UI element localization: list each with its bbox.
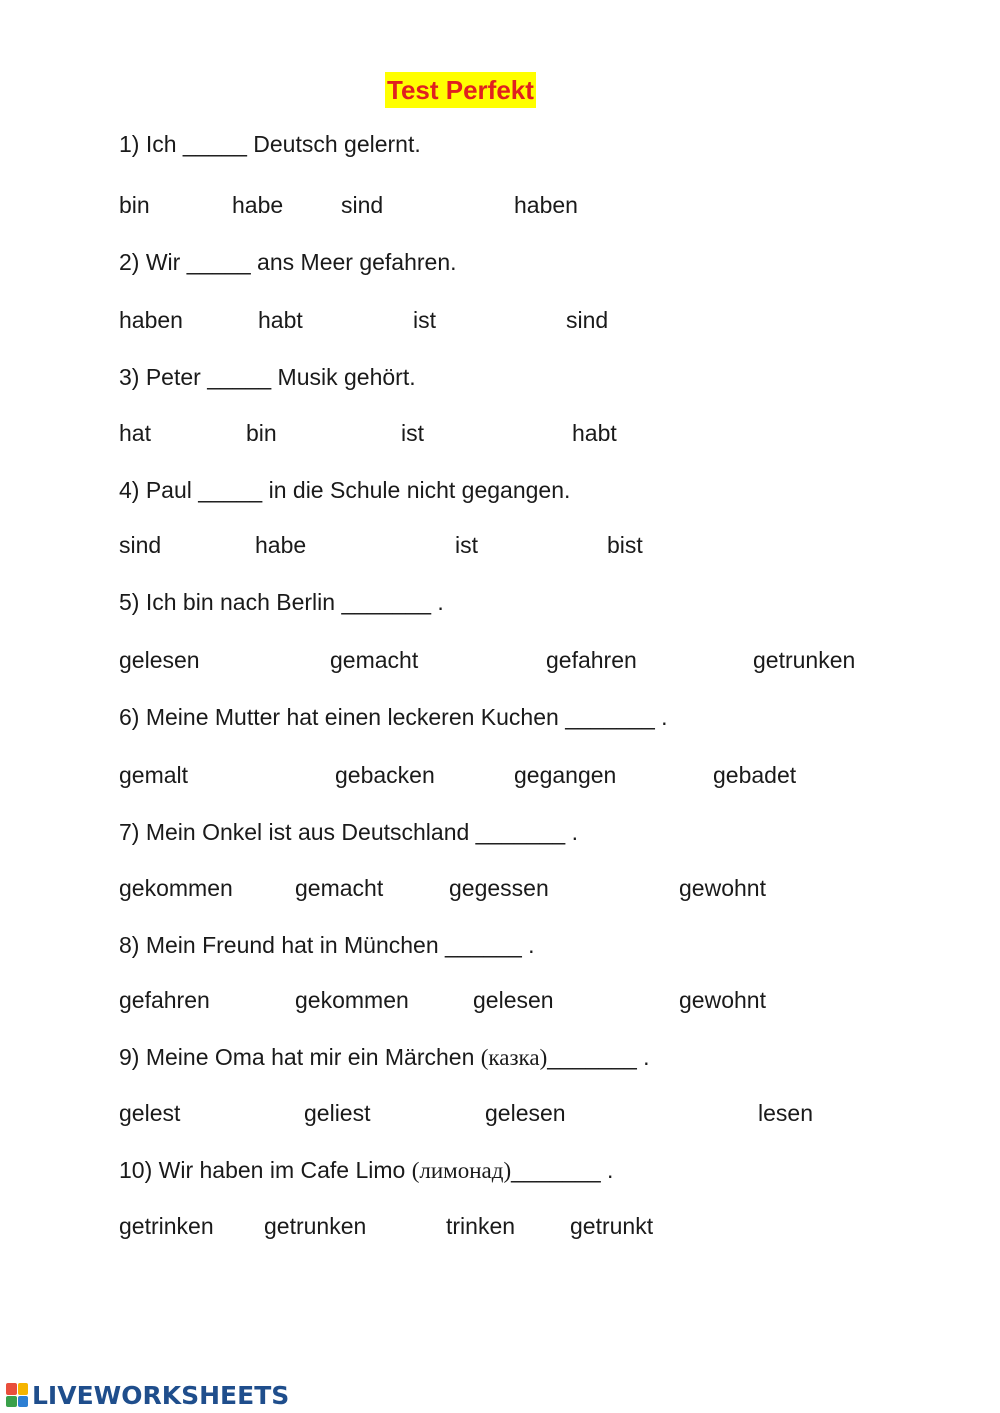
option[interactable]: sind	[341, 192, 384, 218]
question-2: 2) Wir _____ ans Meer gefahren.	[119, 249, 457, 275]
option[interactable]: habt	[572, 420, 617, 446]
option[interactable]: gelesen	[473, 987, 554, 1013]
option[interactable]: gebadet	[713, 762, 797, 788]
option[interactable]: gelesen	[119, 647, 200, 673]
question-10	[119, 1155, 613, 1186]
logo-square	[18, 1396, 29, 1408]
options-7	[0, 873, 1000, 903]
option[interactable]: gekommen	[295, 987, 409, 1013]
option[interactable]: gewohnt	[679, 987, 766, 1013]
option[interactable]: gefahren	[546, 647, 637, 673]
options-4	[0, 530, 1000, 560]
translation-hint: (лимонад)	[411, 1158, 512, 1183]
option[interactable]: gegessen	[449, 875, 549, 901]
option[interactable]: hat	[119, 420, 151, 446]
option[interactable]: getrunken	[753, 647, 856, 673]
option[interactable]: gegangen	[514, 762, 617, 788]
options-1	[0, 190, 1000, 220]
question-7: 7) Mein Onkel ist aus Deutschland _______ .	[119, 819, 578, 845]
options-9	[0, 1098, 1000, 1128]
option[interactable]: sind	[119, 532, 162, 558]
option[interactable]: ist	[413, 307, 436, 333]
question-blank: _______ .	[511, 1157, 614, 1183]
option[interactable]: habe	[255, 532, 307, 558]
options-2	[0, 305, 1000, 335]
option[interactable]: getrunken	[264, 1213, 367, 1239]
question-blank: _______ .	[547, 1044, 650, 1070]
option[interactable]: haben	[514, 192, 578, 218]
options-10	[0, 1211, 1000, 1241]
option[interactable]: getrunkt	[570, 1213, 654, 1239]
question-text: 9) Meine Oma hat mir ein Märchen	[119, 1044, 481, 1070]
worksheet-title: Test Perfekt	[385, 72, 536, 108]
option[interactable]: trinken	[446, 1213, 516, 1239]
logo-square	[18, 1383, 29, 1395]
question-1: 1) Ich _____ Deutsch gelernt.	[119, 131, 421, 157]
options-6	[0, 760, 1000, 790]
options-3	[0, 418, 1000, 448]
translation-hint: (казка)	[480, 1045, 548, 1070]
question-5: 5) Ich bin nach Berlin _______ .	[119, 589, 444, 615]
option[interactable]: gebacken	[335, 762, 435, 788]
logo-text: LIVEWORKSHEETS	[32, 1380, 290, 1410]
option[interactable]: ist	[455, 532, 478, 558]
option[interactable]: gelest	[119, 1100, 181, 1126]
option[interactable]: bin	[246, 420, 277, 446]
option[interactable]: gemacht	[295, 875, 384, 901]
logo-square	[6, 1383, 17, 1395]
question-6: 6) Meine Mutter hat einen leckeren Kuchen _______ .	[119, 704, 668, 730]
options-5	[0, 645, 1000, 675]
option[interactable]: gewohnt	[679, 875, 766, 901]
question-8: 8) Mein Freund hat in München ______ .	[119, 932, 535, 958]
option[interactable]: gelesen	[485, 1100, 566, 1126]
options-8	[0, 985, 1000, 1015]
liveworksheets-logo	[6, 1380, 289, 1410]
option[interactable]: bin	[119, 192, 150, 218]
option[interactable]: sind	[566, 307, 609, 333]
option[interactable]: gemalt	[119, 762, 189, 788]
question-3: 3) Peter _____ Musik gehört.	[119, 364, 416, 390]
option[interactable]: lesen	[758, 1100, 813, 1126]
option[interactable]: habt	[258, 307, 303, 333]
option[interactable]: getrinken	[119, 1213, 214, 1239]
option[interactable]: gefahren	[119, 987, 210, 1013]
question-4: 4) Paul _____ in die Schule nicht gegangen.	[119, 477, 571, 503]
logo-icon	[6, 1383, 28, 1407]
question-text: 10) Wir haben im Cafe Limo	[119, 1157, 412, 1183]
logo-square	[6, 1396, 17, 1408]
question-9	[119, 1042, 650, 1073]
option[interactable]: habe	[232, 192, 284, 218]
option[interactable]: ist	[401, 420, 424, 446]
option[interactable]: haben	[119, 307, 183, 333]
option[interactable]: gekommen	[119, 875, 233, 901]
option[interactable]: geliest	[304, 1100, 371, 1126]
option[interactable]: gemacht	[330, 647, 419, 673]
option[interactable]: bist	[607, 532, 643, 558]
